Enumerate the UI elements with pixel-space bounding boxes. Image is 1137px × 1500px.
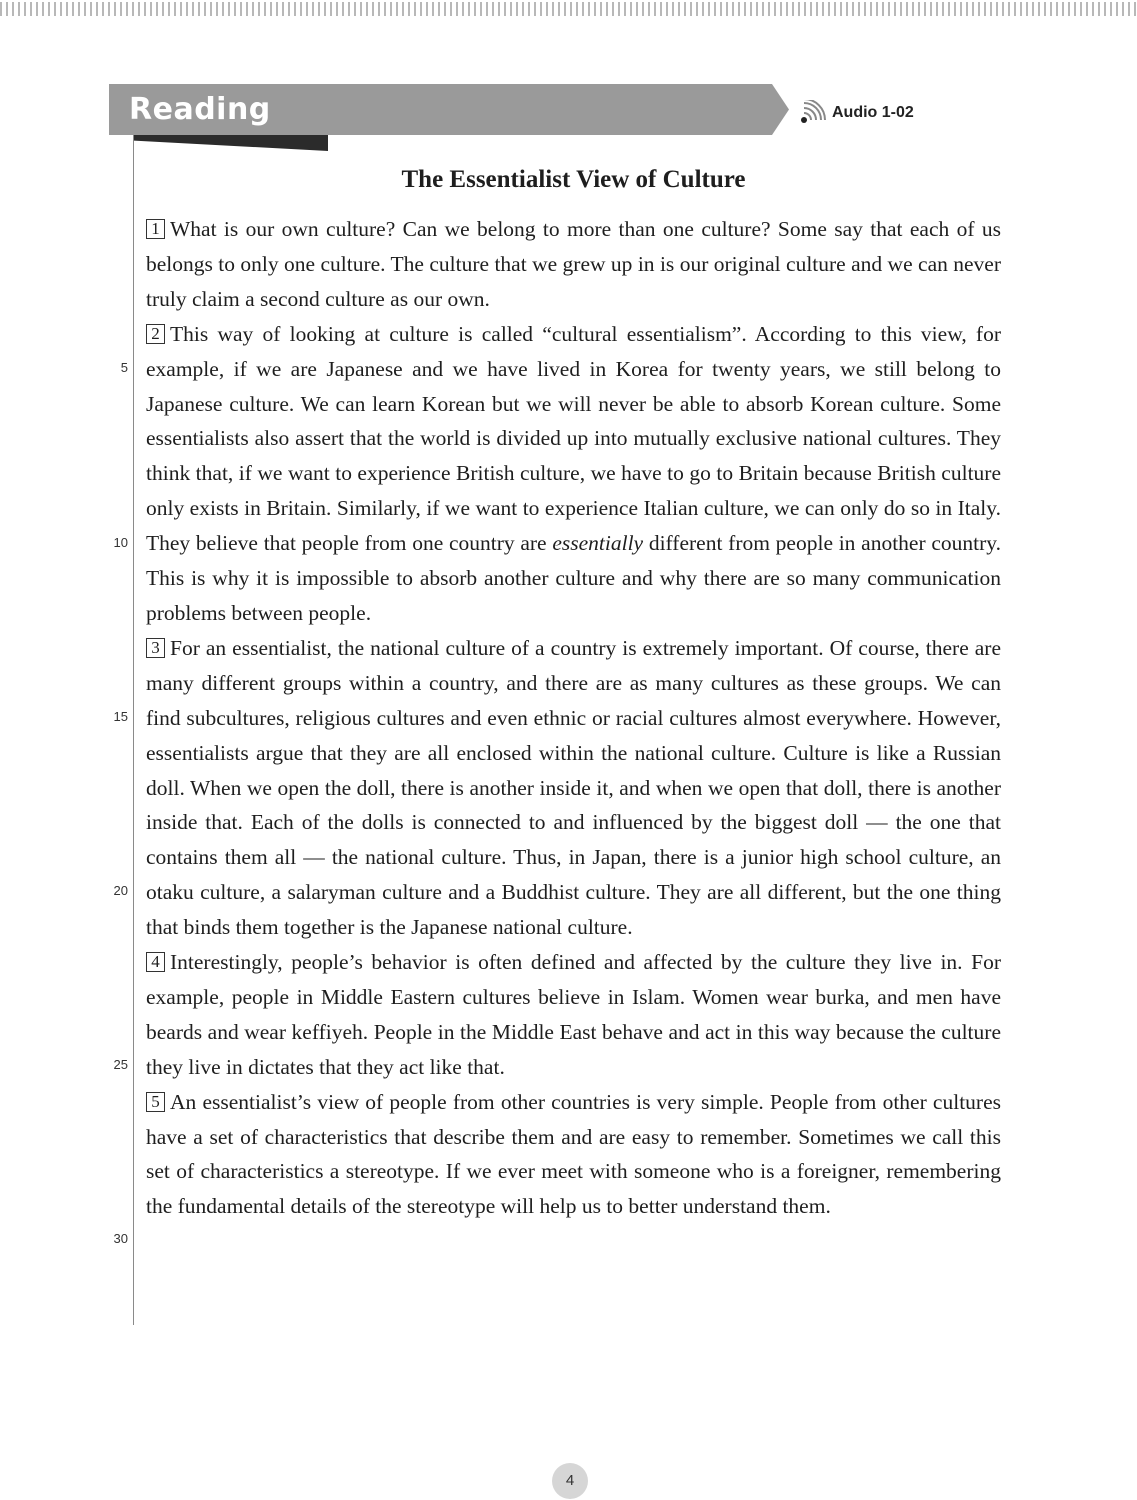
- paragraph-number: 5: [146, 1092, 165, 1112]
- paragraph: [146, 212, 1001, 317]
- line-number: 5: [120, 360, 128, 375]
- top-tick-border: [0, 2, 1137, 16]
- page-number: 4: [552, 1463, 588, 1499]
- paragraph-text: This way of looking at culture is called “cultural essentialism”. According to this view, for example, if we are Japanese and we have lived in Korea for twenty years, we still belong to Japanese culture. We can learn Korean but we will never be able to absorb Korean culture. Some essentialists also assert that the world is divided up into mutually exclusive national cultures. They think that, if we want to experience British culture, we have to go to Britain because British culture only exists in Britain. Similarly, if we want to experience Italian culture, we can only do so in Italy. They believe that people from one country are: [146, 321, 1001, 556]
- paragraph-text: different from people in another country. This is why it is impossible to absorb another culture and why there are so many communication problems between people.: [146, 531, 1001, 625]
- section-label: Reading: [129, 92, 271, 127]
- paragraph: [146, 631, 1001, 945]
- paragraph-text: Interestingly, people’s behavior is often defined and affected by the culture they live in. For example, people in Middle Eastern cultures believe in Islam. Women wear burka, and men have beards and wear keffiyeh. People in the Middle East behave and act in this way because the culture they live in dictates that they act like that.: [146, 950, 1001, 1079]
- paragraph-text: An essentialist’s view of people from other countries is very simple. People from other cultures have a set of characteristics that describe them and are easy to remember. Sometimes we call this set of characteristics a stereotype. If we ever meet with someone who is a foreigner, remembering the fundamental details of the stereotype will help us to better understand them.: [146, 1089, 1001, 1219]
- emphasis-text: essentially: [552, 531, 644, 556]
- paragraph-text: For an essentialist, the national culture of a country is extremely important. Of course, there are many different groups within a country, and there are as many cultures as these groups. We can find subcultures, religious cultures and even ethnic or racial cultures almost everywhere. However, essentialists argue that they are all enclosed within the national culture. Culture is like a Russian doll. When we open the doll, there is another inside it, and when we open that doll, there is another inside that. Each of the dolls is connected to and influenced by the biggest doll — the one that contains them all — the national culture. Thus, in Japan, there is a junior high school culture, an otaku culture, a salaryman culture and a Buddhist culture. They are all different, but the one thing that binds them together is the Japanese national culture.: [146, 635, 1001, 940]
- paragraph: [146, 945, 1001, 1085]
- audio-label: Audio 1-02: [832, 104, 914, 121]
- article-title: The Essentialist View of Culture: [401, 166, 746, 193]
- paragraph-text: What is our own culture? Can we belong to more than one culture? Some say that each of us belongs to only one culture. The culture that we grew up in is our original culture and we can never truly claim a second culture as our own.: [146, 217, 1001, 311]
- line-number: 15: [113, 709, 128, 724]
- margin-rule: [133, 135, 134, 1325]
- line-number: 25: [113, 1057, 128, 1072]
- line-number: 30: [113, 1231, 128, 1246]
- article-body: [146, 212, 1001, 1224]
- paragraph-number: 2: [146, 324, 165, 344]
- paragraph-number: 3: [146, 638, 165, 658]
- banner-shadow: [134, 135, 328, 151]
- audio-track[interactable]: [800, 100, 914, 126]
- paragraph: [146, 1085, 1001, 1225]
- line-number: 10: [113, 535, 128, 550]
- paragraph-number: 1: [146, 219, 165, 239]
- paragraph-number: 4: [146, 952, 165, 972]
- paragraph: [146, 317, 1001, 631]
- audio-waves-icon: [800, 100, 826, 126]
- line-number: 20: [113, 883, 128, 898]
